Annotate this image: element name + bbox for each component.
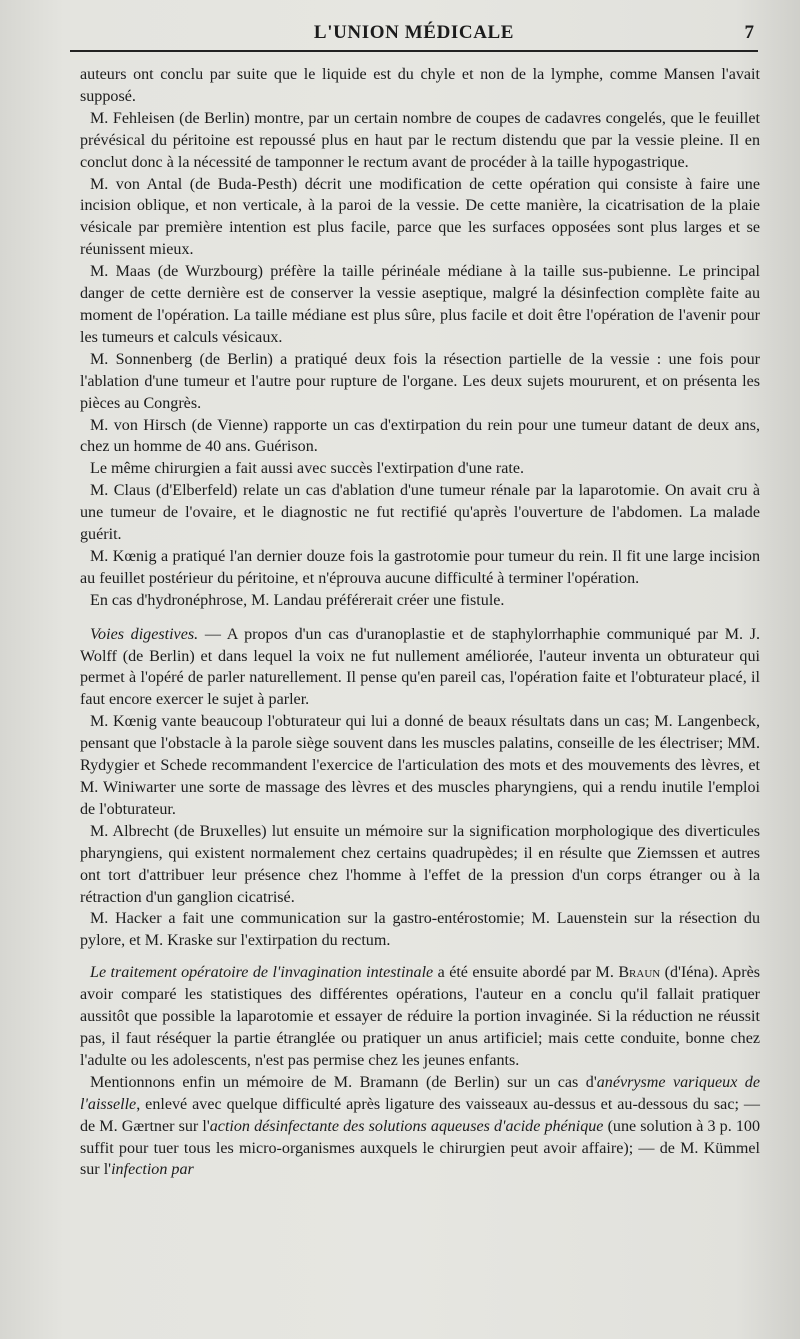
paragraph: M. von Antal (de Buda-Pesth) décrit une modification de cette opération qui consiste à faire une incision oblique, et non verticale, à la paroi de la vessie. De cette manière, la cicatrisation de la plaie vésicale par première intention est plus facile, parce que les surfaces opposées sont plus larges et se réunissent mieux.: [80, 175, 760, 259]
paragraph: M. Fehleisen (de Berlin) montre, par un certain nombre de coupes de cadavres congelés, que le feuillet prévésical du péritoine est repoussé plus en haut par le rectum distendu que par la vessie pleine. Il en conclut donc à la nécessité de tamponner le rectum avant de procéder à la taille hypogastrique.: [80, 109, 760, 171]
section-voies-digestives: [80, 624, 760, 712]
article-body: [80, 64, 760, 1181]
paragraph: M. Claus (d'Elberfeld) relate un cas d'ablation d'une tumeur rénale par la laparotomie. On avait cru à une tumeur de l'ovaire, et le diagnostic ne fut rectifié qu'après l'ouverture de l'abdomen. La malade guérit.: [80, 482, 760, 544]
page-number: 7: [744, 22, 754, 43]
paragraph: M. Sonnenberg (de Berlin) a pratiqué deux fois la résection partielle de la vessie : une fois pour l'ablation d'une tumeur et l'autre pour rupture de l'organe. Les deux sujets moururent, et on présenta les pièces au Congrès.: [80, 350, 760, 412]
paragraph: M. Maas (de Wurzbourg) préfère la taille périnéale médiane à la taille sus-pubienne. Le principal danger de cette dernière est de conserver la vessie aseptique, malgré la désinfection complète faite au moment de l'opération. La taille médiane est plus sûre, plus facile et doit être l'opération de l'avenir pour les tumeurs et calculs vésicaux.: [80, 263, 760, 346]
paragraph: auteurs ont conclu par suite que le liquide est du chyle et non de la lymphe, comme Mansen l'avait supposé.: [80, 66, 760, 105]
paragraph: M. Kœnig vante beaucoup l'obturateur qui lui a donné de beaux résultats dans un cas; M. Langenbeck, pensant que l'obstacle à la parole siège souvent dans les muscles palatins, conseille de les électriser; MM. Rydygier et Schede recommandent l'exercice de l'articulation des mots et des mouvements des lèvres, et M. Winiwarter une sorte de massage des lèvres et des muscles pharyngiens, qui a rendu inutile l'emploi de l'obturateur.: [80, 713, 760, 818]
paragraph: M. Kœnig a pratiqué l'an dernier douze fois la gastrotomie pour tumeur du rein. Il fit une large incision au feuillet postérieur du péritoine, et n'éprouva aucune difficulté à terminer l'opération.: [80, 547, 760, 587]
section-traitement: [80, 962, 760, 1072]
author-name: Braun: [618, 964, 661, 982]
paragraph: M. Hacker a fait une communication sur la gastro-entérostomie; M. Lauenstein sur la résection du pylore, et M. Kraske sur l'extirpation du rectum.: [80, 910, 760, 950]
text-run: (une solution à 3 p. 100 suffit pour tuer tous les micro-organismes auxquels le chirurgien peut avoir affaire); — de M. Kümmel sur l': [80, 1117, 760, 1179]
header-rule: [70, 50, 758, 52]
section-text: — A propos d'un cas d'uranoplastie et de staphylorrhaphie communiqué par M. J. Wolff (de Berlin) et dans lequel la voix ne fut nullement améliorée, l'auteur inventa un obturateur qui permet à l'opéré de parler naturellement. Il pense qu'en pareil cas, l'opération faite et l'obturateur placé, il faut encore exercer le sujet à parler.: [80, 625, 760, 709]
section-title: Le traitement opératoire de l'invagination intestinale: [90, 964, 434, 982]
text-run: , enlevé avec quelque difficulté après ligature des vaisseaux au-dessus et au-dessous du sac; — de M. Gærtner sur l': [80, 1095, 760, 1135]
running-title: L'UNION MÉDICALE: [313, 22, 515, 43]
page-header: [70, 18, 758, 52]
paragraph: Le même chirurgien a fait aussi avec succès l'extirpation d'une rate.: [90, 460, 525, 478]
section-heading: Voies digestives.: [90, 625, 199, 643]
paragraph: M. von Hirsch (de Vienne) rapporte un cas d'extirpation du rein pour une tumeur datant de deux ans, chez un homme de 40 ans. Guérison.: [80, 416, 760, 456]
section-text: (d'Iéna). Après avoir comparé les statistiques des différentes opérations, l'auteur en a conclu qu'il fallait pratiquer aussitôt que possible la laparotomie et essayer de réduire la portion invaginée. Si la réduction ne réussit pas, il faut réséquer la partie étranglée ou pratiquer un anus artificiel; mais cette conduite, bonne chez l'adulte ou les adolescents, n'est pas permise chez les jeunes enfants.: [80, 964, 760, 1069]
section-text: a été ensuite abordé par M.: [433, 964, 619, 982]
text-run: Mentionnons enfin un mémoire de M. Bramann (de Berlin) sur un cas d': [90, 1073, 597, 1091]
paragraph: [80, 1072, 760, 1182]
paragraph: En cas d'hydronéphrose, M. Landau préférerait créer une fistule.: [90, 591, 505, 609]
italic-run: action désinfectante des solutions aqueuses d'acide phénique: [209, 1117, 604, 1135]
italic-run: infection par: [111, 1161, 194, 1179]
paragraph: M. Albrecht (de Bruxelles) lut ensuite un mémoire sur la signification morphologique des diverticules pharyngiens, qui existent normalement chez certains quadrupèdes; il en résulte que Ziemssen et autres ont tort d'attribuer leur présence chez l'homme à l'effet de la pression d'un corps étranger ou à la rétraction d'un ganglion cicatrisé.: [80, 822, 760, 906]
italic-run: anévrysme variqueux de l'aisselle: [80, 1073, 760, 1113]
